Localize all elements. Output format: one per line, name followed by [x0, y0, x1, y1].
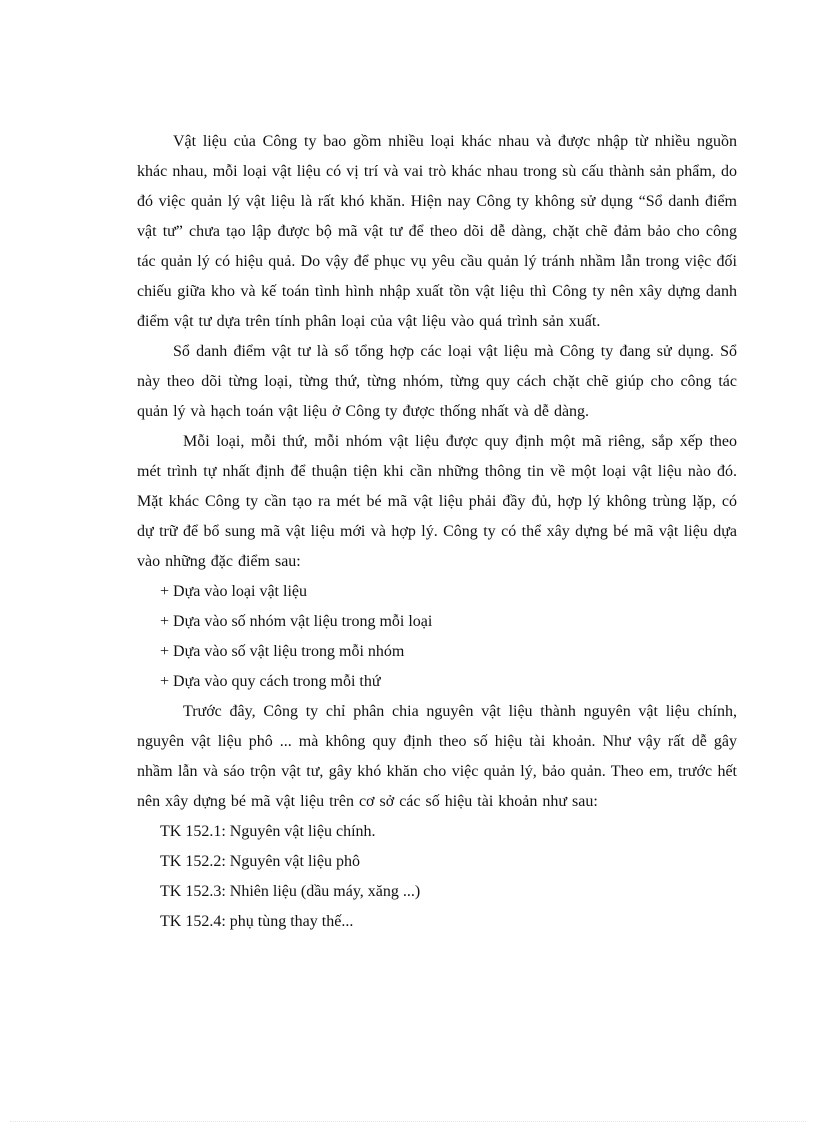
paragraph-materials-overview: Vật liệu của Công ty bao gồm nhiều loại khác nhau và được nhập từ nhiều nguồn khác nhau, mỗi loại vật liệu có vị trí và vai trò khác nhau trong sù cấu thành sản phẩm, do đó việc quản lý vật liệu là rất khó khăn. Hiện nay Công ty không sử dụng “Sổ danh điểm vật tư” chưa tạo lập được bộ mã vật tư để theo dõi dễ dàng, chặt chẽ đảm bảo cho công tác quản lý có hiệu quả. Do vậy để phục vụ yêu cầu quản lý tránh nhầm lẫn trong việc đối chiếu giữa kho và kế toán tình hình nhập xuất tồn vật liệu thì Công ty nên xây dựng danh điểm vật tư dựa trên tính phân loại của vật liệu vào quá trình sản xuất. [137, 133, 737, 330]
list-item: TK 152.2: Nguyên vật liệu phô [160, 853, 360, 870]
list-item: TK 152.3: Nhiên liệu (dầu máy, xăng ...) [160, 883, 421, 900]
paragraph-material-catalog: Sổ danh điểm vật tư là sổ tổng hợp các loại vật liệu mà Công ty đang sử dụng. Sổ này theo dõi từng loại, từng thứ, từng nhóm, từng quy cách chặt chẽ giúp cho công tác quản lý và hạch toán vật liệu ở Công ty được thống nhất và dễ dàng. [137, 343, 737, 420]
list-item: + Dựa vào số nhóm vật liệu trong mỗi loại [160, 613, 433, 630]
account-list [137, 817, 737, 937]
paragraph-account-numbering: Trước đây, Công ty chỉ phân chia nguyên vật liệu thành nguyên vật liệu chính, nguyên vật liệu phô ... mà không quy định theo số hiệu tài khoản. Như vậy rất dễ gây nhầm lẫn và sáo trộn vật tư, gây khó khăn cho việc quản lý, bảo quản. Theo em, trước hết nên xây dựng bé mã vật liệu trên cơ sở các số hiệu tài khoản như sau: [137, 703, 737, 810]
criteria-list [137, 577, 737, 697]
list-item: + Dựa vào loại vật liệu [160, 583, 307, 600]
list-item: TK 152.4: phụ tùng thay thế... [160, 913, 354, 930]
list-item: TK 152.1: Nguyên vật liệu chính. [160, 823, 376, 840]
list-item: + Dựa vào quy cách trong mỗi thứ [160, 673, 381, 690]
document-body [137, 127, 737, 937]
list-item: + Dựa vào số vật liệu trong mỗi nhóm [160, 643, 405, 660]
page-bottom-divider [10, 1121, 806, 1122]
paragraph-material-codes: Mỗi loại, mỗi thứ, mỗi nhóm vật liệu được quy định một mã riêng, sắp xếp theo mét trình tự nhất định để thuận tiện khi cần những thông tin về một loại vật liệu nào đó. Mặt khác Công ty cần tạo ra mét bé mã vật liệu phải đầy đủ, hợp lý không trùng lặp, có dự trữ để bổ sung mã vật liệu mới và hợp lý. Công ty có thể xây dựng bé mã vật liệu dựa vào những đặc điểm sau: [137, 433, 737, 570]
